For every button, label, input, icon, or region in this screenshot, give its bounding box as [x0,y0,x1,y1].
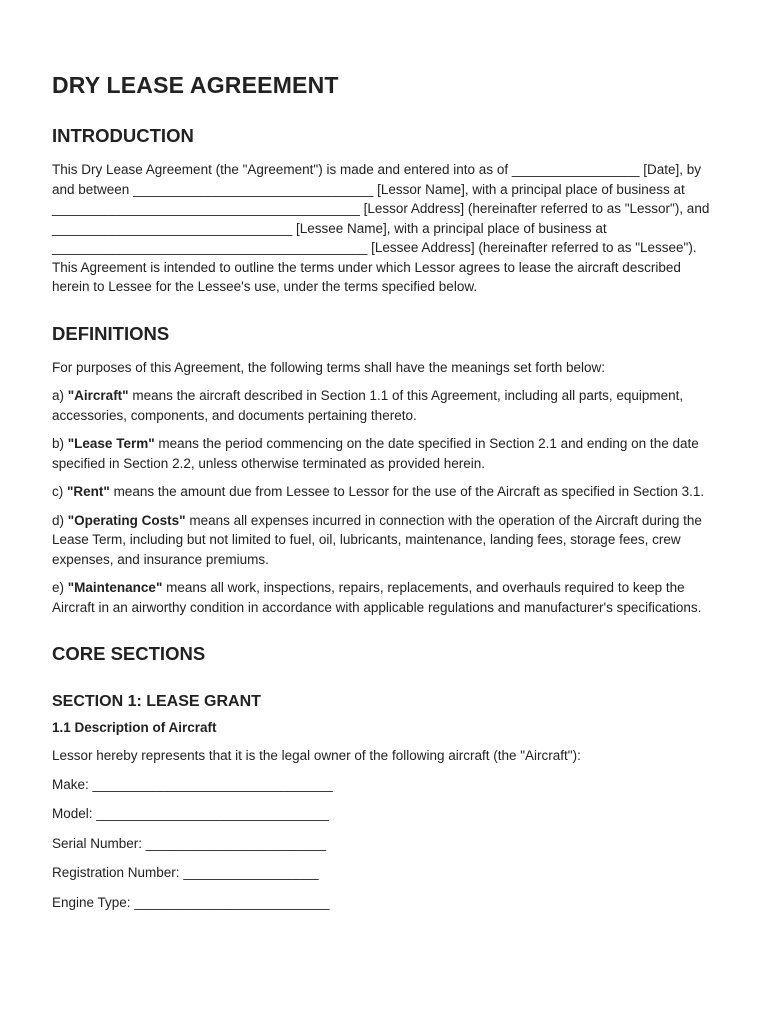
definition-text: means the amount due from Lessee to Lessor for the use of the Aircraft as specified in Section 3.1. [109,484,705,499]
field-label: Registration Number: [52,865,180,880]
definition-prefix: e) [52,580,68,595]
field-blank: __________________ [183,865,319,880]
aircraft-intro: Lessor hereby represents that it is the legal owner of the following aircraft (the "Aircraft"): [52,748,581,763]
engine-type-field [52,893,718,913]
introduction-text: This Dry Lease Agreement (the "Agreement") is made and entered into as of _________________ [Date], by and between ________________________________ [Lessor Name], with a principal place of business at _________________________________________ [Lessor Address] (hereinafter referred to as "Lessor"), and ________________________________ [Lessee Name], with a principal place of business at __________________________________________ [Lessee Address] (hereinafter referred to as "Lessee"). This Agreement is intended to outline the terms under which Lessor agrees to lease the aircraft described herein to Lessee for the Lessee's use, under the terms specified below. [52,162,710,294]
document-title: DRY LEASE AGREEMENT [52,72,339,98]
subsection-1-1-heading: 1.1 Description of Aircraft [52,720,217,735]
serial-number-field [52,834,718,854]
definitions-intro: For purposes of this Agreement, the following terms shall have the meanings set forth below: [52,359,606,375]
definition-prefix: d) [52,512,68,528]
definition-term: "Operating Costs" [67,512,186,528]
field-label: Model: [52,806,93,821]
definition-item [52,578,718,617]
definitions-section [52,323,718,618]
definition-item [52,511,718,570]
definition-term: "Lease Term" [67,436,155,451]
field-label: Make: [52,776,89,792]
definition-item [52,482,718,502]
field-blank: __________________________ [134,894,330,910]
definition-text: means the aircraft described in Section 1.1 of this Agreement, including all parts, equipment, accessories, components, and documents pertaining thereto. [52,388,684,423]
make-field [52,775,718,795]
definition-prefix: c) [52,484,67,499]
definition-item [52,386,718,425]
field-blank: _______________________________ [96,806,330,821]
definition-term: "Aircraft" [67,388,129,403]
registration-number-field [52,863,718,883]
field-blank: ________________________________ [92,776,333,792]
core-sections [52,643,718,912]
field-label: Serial Number: [52,835,143,851]
definition-text: means the period commencing on the date specified in Section 2.1 and ending on the date specified in Section 2.2, unless otherwise terminated as provided herein. [52,436,699,471]
definition-prefix: b) [52,436,68,451]
definition-item [52,434,718,473]
model-field [52,804,718,824]
field-blank: ________________________ [145,835,326,851]
section-1-heading: SECTION 1: LEASE GRANT [52,693,261,710]
definition-term: "Maintenance" [67,580,163,595]
field-label: Engine Type: [52,894,131,910]
core-sections-heading: CORE SECTIONS [52,643,206,664]
definition-text: means all work, inspections, repairs, replacements, and overhauls required to keep the Aircraft in an airworthy condition in accordance with applicable regulations and manufacturer's specifications. [52,580,702,615]
definition-term: "Rent" [67,484,110,499]
definition-text: means all expenses incurred in connection with the operation of the Aircraft during the Lease Term, including but not limited to fuel, oil, lubricants, maintenance, landing fees, storage fees, crew expenses, and insurance premiums. [52,512,702,567]
introduction-heading: INTRODUCTION [52,125,194,146]
definition-prefix: a) [52,388,68,403]
definitions-heading: DEFINITIONS [52,322,170,344]
introduction-section [52,125,718,297]
